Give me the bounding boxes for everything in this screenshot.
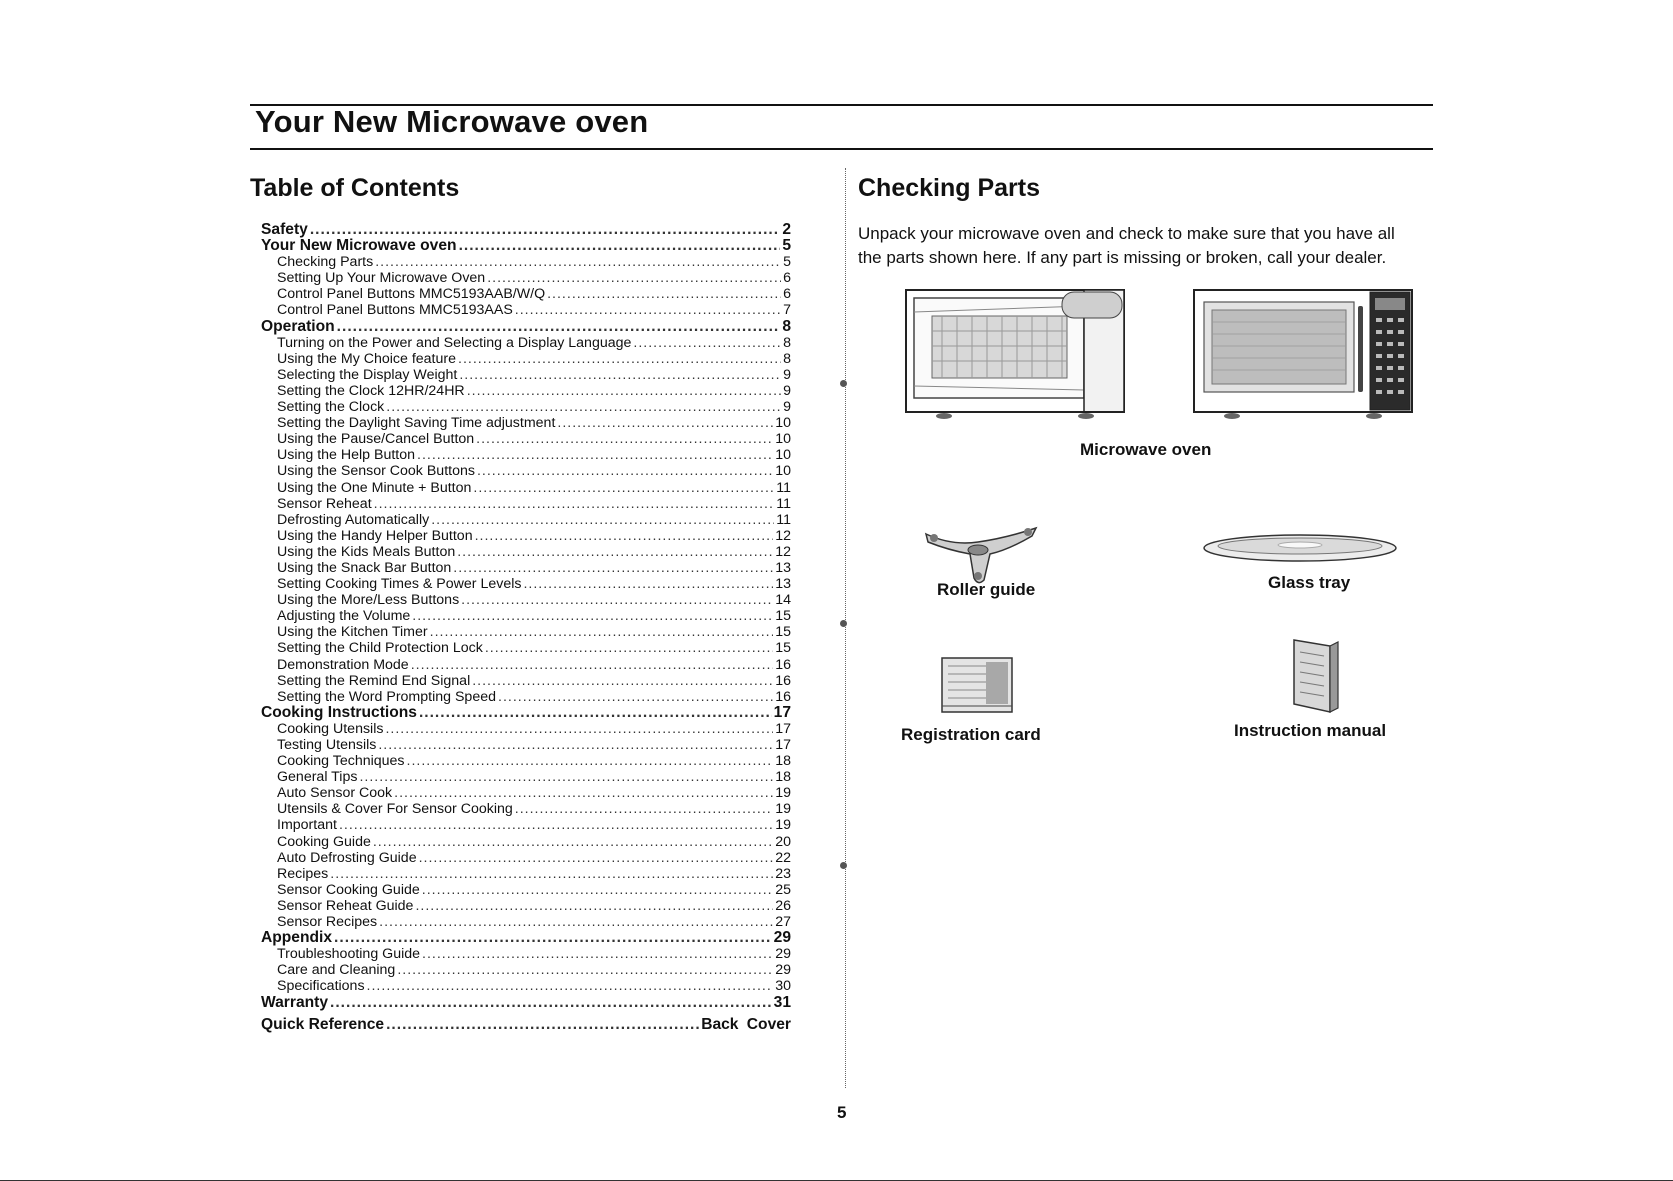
toc-leader-dots — [407, 753, 774, 769]
toc-entry-page: 10 — [775, 447, 791, 464]
toc-entry-label: Using the Sensor Cook Buttons — [277, 463, 475, 480]
toc-entry — [261, 769, 791, 785]
toc-entry — [261, 238, 791, 254]
toc-leader-dots — [461, 592, 773, 608]
toc-entry-label: Auto Defrosting Guide — [277, 849, 417, 866]
instruction-manual-illustration — [1290, 636, 1342, 716]
toc-entry-page: 9 — [783, 399, 791, 416]
toc-entry-label: Appendix — [261, 930, 333, 947]
toc-entry-page: 17 — [775, 720, 791, 737]
toc-entry-label: Important — [277, 817, 337, 834]
toc-entry-label: Using the Help Button — [277, 447, 416, 464]
toc-entry — [261, 705, 791, 721]
toc-leader-dots — [379, 914, 773, 930]
toc-entry — [261, 978, 791, 994]
toc-entry-label: Cooking Techniques — [277, 753, 405, 770]
toc-leader-dots — [422, 882, 773, 898]
toc-entry — [261, 930, 791, 946]
toc-leader-dots — [476, 431, 773, 447]
toc-entry — [261, 480, 791, 496]
toc-leader-dots — [485, 640, 773, 656]
toc-entry-page: Back Cover — [701, 1015, 791, 1033]
toc-leader-dots — [467, 383, 781, 399]
toc-leader-dots — [411, 657, 774, 673]
toc-entry-page: 26 — [775, 897, 791, 914]
toc-entry — [261, 834, 791, 850]
toc-entry-page: 11 — [776, 495, 791, 512]
toc-entry-page: 31 — [773, 994, 791, 1011]
toc-entry-label: Troubleshooting Guide — [277, 946, 421, 963]
toc-entry — [261, 254, 791, 270]
table-of-contents — [261, 222, 791, 1037]
toc-entry-label: Using the More/Less Buttons — [277, 592, 460, 609]
toc-entry-page: 15 — [775, 640, 791, 657]
toc-leader-dots — [385, 721, 773, 737]
toc-entry-label: Using the My Choice feature — [277, 350, 457, 367]
toc-leader-dots — [459, 367, 781, 383]
toc-leader-dots — [430, 624, 774, 640]
toc-entry-page: 30 — [775, 978, 791, 995]
toc-entry-page: 8 — [782, 318, 791, 335]
toc-entry-label: Setting the Daylight Saving Time adjustment — [277, 415, 556, 432]
toc-leader-dots — [453, 560, 773, 576]
toc-entry — [261, 657, 791, 673]
toc-entry — [261, 608, 791, 624]
glass-tray-illustration — [1200, 532, 1400, 566]
toc-entry-page: 19 — [775, 801, 791, 818]
toc-entry-page: 20 — [775, 833, 791, 850]
toc-leader-dots — [498, 689, 773, 705]
toc-entry-quick-reference — [261, 1013, 791, 1037]
checking-parts-heading: Checking Parts — [858, 174, 1041, 202]
toc-entry-page: 14 — [775, 592, 791, 609]
toc-entry — [261, 560, 791, 576]
registration-card-illustration — [940, 656, 1014, 714]
toc-entry-page: 5 — [783, 254, 791, 271]
toc-entry-page: 12 — [775, 543, 791, 560]
toc-entry-page: 9 — [783, 366, 791, 383]
toc-leader-dots — [431, 512, 774, 528]
toc-entry-page: 18 — [775, 753, 791, 770]
toc-entry-label: Selecting the Display Weight — [277, 366, 458, 383]
toc-entry — [261, 785, 791, 801]
toc-entry — [261, 351, 791, 367]
toc-entry — [261, 270, 791, 286]
binding-hole — [840, 620, 847, 627]
toc-leader-dots — [457, 544, 773, 560]
toc-entry — [261, 496, 791, 512]
toc-leader-dots — [359, 769, 773, 785]
toc-entry-label: Adjusting the Volume — [277, 608, 411, 625]
toc-heading: Table of Contents — [250, 174, 460, 202]
toc-entry — [261, 222, 791, 238]
toc-entry — [261, 914, 791, 930]
toc-entry-page: 27 — [775, 914, 791, 931]
toc-entry — [261, 463, 791, 479]
toc-entry-page: 13 — [775, 559, 791, 576]
toc-entry-label: Testing Utensils — [277, 737, 377, 753]
toc-entry-page: 7 — [783, 302, 791, 319]
toc-entry-label: Cooking Utensils — [277, 720, 384, 737]
toc-entry — [261, 576, 791, 592]
page-number: 5 — [837, 1103, 847, 1122]
toc-leader-dots — [473, 480, 774, 496]
toc-leader-dots — [523, 576, 773, 592]
toc-entry — [261, 882, 791, 898]
toc-entry — [261, 624, 791, 640]
toc-leader-dots — [547, 286, 781, 302]
toc-leader-dots — [339, 817, 773, 833]
toc-entry — [261, 302, 791, 318]
instruction-manual-label: Instruction manual — [1234, 721, 1387, 740]
toc-entry-page: 17 — [775, 737, 791, 753]
toc-entry-label: Control Panel Buttons MMC5193AAB/W/Q — [277, 286, 546, 303]
toc-leader-dots — [374, 496, 775, 512]
toc-entry-label: Cooking Instructions — [261, 704, 417, 721]
toc-entry-label: Setting Cooking Times & Power Levels — [277, 576, 522, 593]
toc-leader-dots — [330, 995, 772, 1011]
column-divider — [845, 168, 846, 1088]
toc-entry — [261, 850, 791, 866]
toc-leader-dots — [472, 673, 773, 689]
toc-entry-page: 17 — [773, 704, 791, 721]
toc-entry-label: Using the One Minute + Button — [277, 479, 472, 496]
toc-entry-page: 6 — [783, 286, 791, 303]
toc-entry-page: 23 — [775, 865, 791, 882]
intro-line: Unpack your microwave oven and check to make sure that you have all — [858, 224, 1395, 243]
toc-entry-page: 6 — [783, 270, 791, 287]
toc-entry-page: 8 — [783, 334, 791, 351]
toc-entry-page: 15 — [775, 624, 791, 641]
toc-entry — [261, 801, 791, 817]
toc-entry-label: Sensor Cooking Guide — [277, 881, 420, 898]
toc-entry-page: 16 — [775, 688, 791, 705]
toc-entry-label: Control Panel Buttons MMC5193AAS — [277, 302, 513, 319]
toc-entry — [261, 447, 791, 463]
toc-entry-label: Using the Kids Meals Button — [277, 543, 456, 560]
toc-entry — [261, 528, 791, 544]
toc-entry-label: Sensor Reheat — [277, 495, 372, 512]
toc-entry — [261, 946, 791, 962]
toc-entry-label: Turning on the Power and Selecting a Display Language — [277, 334, 632, 351]
toc-entry-label: Auto Sensor Cook — [277, 785, 393, 802]
glass-tray-label: Glass tray — [1268, 573, 1351, 592]
toc-entry-page: 25 — [775, 881, 791, 898]
toc-entry-label: Recipes — [277, 865, 329, 882]
toc-entry — [261, 640, 791, 656]
toc-entry-label: Safety — [261, 222, 308, 238]
toc-entry-page: 5 — [782, 238, 791, 255]
toc-leader-dots — [515, 801, 773, 817]
toc-entry-page: 19 — [775, 785, 791, 802]
toc-entry-page: 10 — [775, 415, 791, 432]
toc-entry-label: Using the Kitchen Timer — [277, 624, 428, 641]
toc-leader-dots — [375, 254, 781, 270]
roller-guide-label: Roller guide — [937, 580, 1036, 599]
toc-leader-dots — [412, 608, 773, 624]
toc-entry-label: Sensor Recipes — [277, 914, 378, 931]
toc-entry-label: Specifications — [277, 978, 365, 995]
toc-entry — [261, 399, 791, 415]
toc-entry-page: 10 — [775, 431, 791, 448]
toc-entry-page: 12 — [775, 527, 791, 544]
toc-entry-label: Your New Microwave oven — [261, 238, 457, 255]
toc-entry — [261, 335, 791, 351]
toc-entry-label: Care and Cleaning — [277, 962, 396, 979]
toc-entry-page: 22 — [775, 849, 791, 866]
toc-entry-page: 10 — [775, 463, 791, 480]
toc-entry-page: 11 — [776, 479, 791, 496]
toc-entry — [261, 737, 791, 753]
toc-entry — [261, 817, 791, 833]
toc-entry — [261, 383, 791, 399]
intro-line: the parts shown here. If any part is missing or broken, call your dealer. — [858, 248, 1387, 267]
toc-entry-page: 2 — [782, 222, 791, 238]
toc-leader-dots — [310, 222, 781, 238]
toc-entry-page: 29 — [775, 962, 791, 979]
toc-entry-label: Operation — [261, 318, 335, 335]
toc-entry — [261, 753, 791, 769]
toc-leader-dots — [557, 415, 773, 431]
toc-leader-dots — [458, 351, 781, 367]
microwave-open-illustration — [902, 286, 1128, 422]
toc-entry-page: 16 — [775, 672, 791, 689]
toc-entry-label: General Tips — [277, 769, 358, 786]
microwave-closed-illustration — [1190, 286, 1416, 422]
toc-leader-dots — [334, 930, 772, 946]
toc-entry-label: Sensor Reheat Guide — [277, 897, 414, 914]
toc-entry-label: Setting the Word Prompting Speed — [277, 688, 496, 705]
toc-leader-dots — [419, 705, 772, 721]
toc-entry-label: Setting Up Your Microwave Oven — [277, 270, 486, 287]
toc-entry-page: 18 — [775, 769, 791, 786]
toc-entry-label: Demonstration Mode — [277, 656, 409, 673]
toc-entry-page: 15 — [775, 608, 791, 625]
toc-entry-label: Setting the Clock 12HR/24HR — [277, 382, 465, 399]
toc-leader-dots — [477, 463, 773, 479]
toc-entry-page: 19 — [775, 817, 791, 834]
toc-entry-page: 9 — [783, 382, 791, 399]
toc-entry-label: Quick Reference — [261, 1015, 385, 1033]
toc-leader-dots — [394, 785, 773, 801]
toc-leader-dots — [367, 978, 774, 994]
toc-leader-dots — [330, 866, 773, 882]
toc-leader-dots — [475, 528, 774, 544]
toc-entry-label: Setting the Remind End Signal — [277, 672, 471, 689]
toc-leader-dots — [515, 302, 781, 318]
toc-entry — [261, 689, 791, 705]
toc-entry — [261, 431, 791, 447]
toc-entry — [261, 898, 791, 914]
binding-hole — [840, 380, 847, 387]
toc-leader-dots — [459, 238, 781, 254]
toc-entry-label: Defrosting Automatically — [277, 511, 430, 528]
toc-entry-label: Checking Parts — [277, 254, 374, 271]
title-underline — [250, 148, 1433, 150]
toc-leader-dots — [422, 946, 773, 962]
toc-leader-dots — [397, 962, 773, 978]
toc-entry-label: Setting the Child Protection Lock — [277, 640, 483, 657]
toc-entry — [261, 367, 791, 383]
toc-entry-page: 29 — [773, 930, 791, 947]
toc-leader-dots — [386, 1013, 699, 1037]
toc-entry-label: Using the Snack Bar Button — [277, 559, 452, 576]
toc-entry — [261, 995, 791, 1011]
toc-leader-dots — [373, 834, 773, 850]
checking-parts-intro — [858, 222, 1438, 270]
toc-leader-dots — [386, 399, 781, 415]
toc-entry-label: Using the Handy Helper Button — [277, 527, 473, 544]
toc-entry-label: Warranty — [261, 994, 329, 1011]
toc-entry-page: 16 — [775, 656, 791, 673]
toc-entry — [261, 319, 791, 335]
toc-leader-dots — [487, 270, 781, 286]
registration-card-label: Registration card — [901, 725, 1041, 744]
toc-entry-label: Cooking Guide — [277, 833, 371, 850]
toc-entry — [261, 721, 791, 737]
toc-leader-dots — [415, 898, 773, 914]
toc-entry — [261, 962, 791, 978]
toc-leader-dots — [633, 335, 781, 351]
toc-entry — [261, 592, 791, 608]
toc-entry — [261, 286, 791, 302]
toc-entry-label: Utensils & Cover For Sensor Cooking — [277, 801, 513, 818]
toc-entry-page: 29 — [775, 946, 791, 963]
toc-entry — [261, 866, 791, 882]
toc-leader-dots — [417, 447, 773, 463]
toc-leader-dots — [337, 319, 781, 335]
toc-entry-page: 11 — [776, 511, 791, 528]
toc-leader-dots — [378, 737, 773, 753]
toc-entry-page: 13 — [775, 576, 791, 593]
toc-entry — [261, 544, 791, 560]
toc-entry — [261, 415, 791, 431]
toc-entry-label: Using the Pause/Cancel Button — [277, 431, 475, 448]
microwave-oven-label: Microwave oven — [1080, 440, 1212, 459]
page-title: Your New Microwave oven — [255, 104, 649, 139]
toc-entry — [261, 512, 791, 528]
toc-entry — [261, 673, 791, 689]
toc-leader-dots — [419, 850, 774, 866]
binding-hole — [840, 862, 847, 869]
toc-entry-label: Setting the Clock — [277, 399, 385, 416]
toc-entry-page: 8 — [783, 350, 791, 367]
